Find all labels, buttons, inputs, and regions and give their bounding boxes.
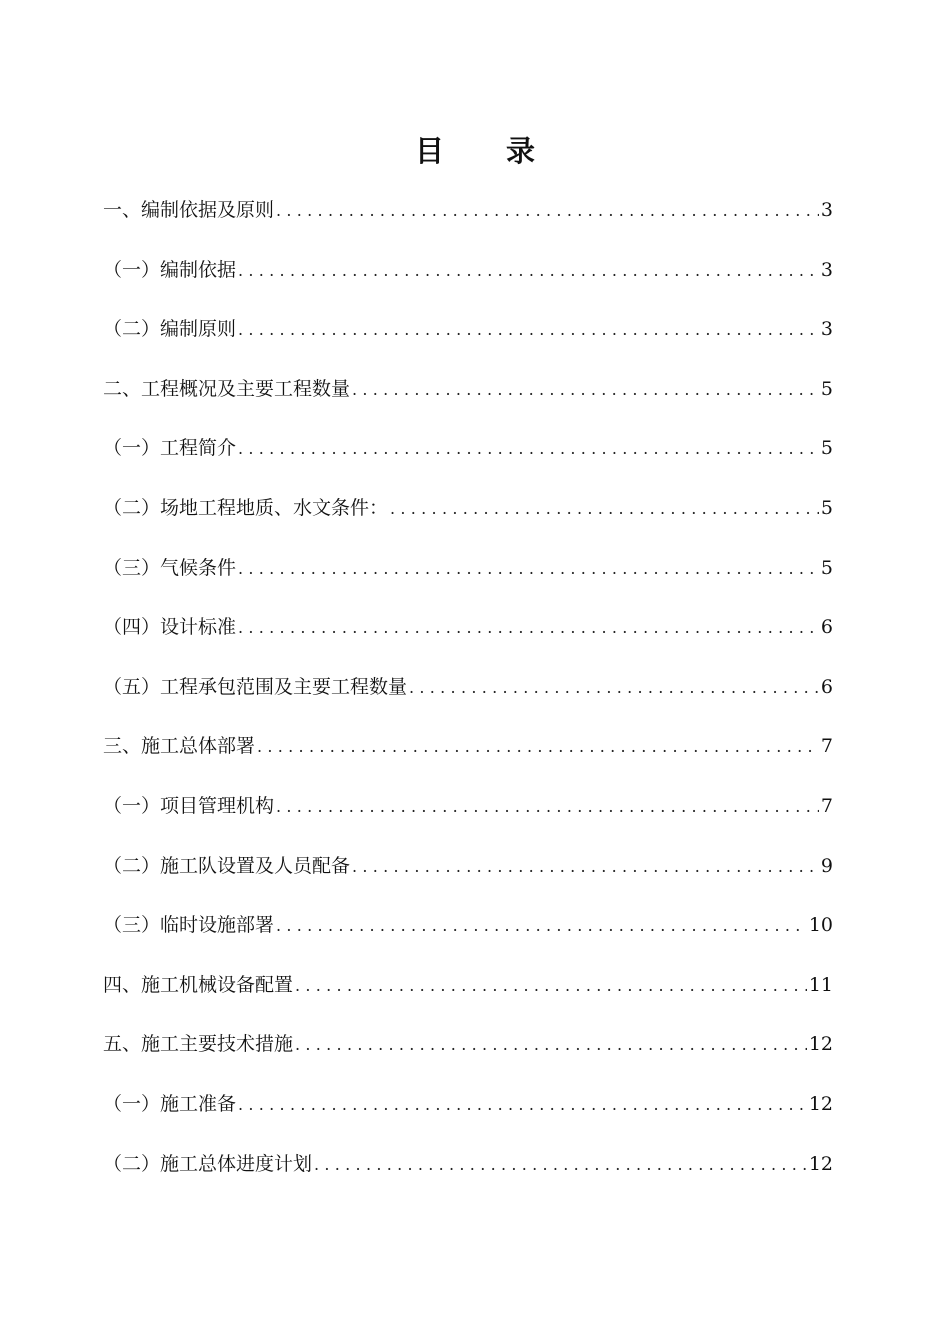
toc-entry-label: （三）气候条件 <box>103 556 237 579</box>
toc-entry-label: （五）工程承包范围及主要工程数量 <box>103 675 408 698</box>
toc-entry[interactable] <box>103 1024 833 1084</box>
toc-entry[interactable] <box>103 488 833 548</box>
toc-dot-leader <box>276 787 819 827</box>
toc-list <box>103 190 833 1203</box>
toc-entry-page: 6 <box>820 616 833 639</box>
toc-entry-page: 12 <box>808 1152 833 1175</box>
toc-entry-label: （一）施工准备 <box>103 1092 237 1115</box>
toc-entry[interactable] <box>103 1144 833 1204</box>
toc-dot-leader <box>238 608 819 648</box>
toc-dot-leader <box>295 1025 807 1065</box>
toc-entry-page: 3 <box>820 258 833 281</box>
toc-entry[interactable] <box>103 846 833 906</box>
toc-entry-page: 5 <box>820 556 833 579</box>
toc-entry-page: 12 <box>808 1092 833 1115</box>
toc-entry[interactable] <box>103 369 833 429</box>
toc-entry[interactable] <box>103 726 833 786</box>
toc-dot-leader <box>257 727 819 767</box>
toc-entry-label: （三）临时设施部署 <box>103 914 275 937</box>
toc-entry-label: （二）场地工程地质、水文条件： <box>103 496 389 519</box>
toc-dot-leader <box>276 906 807 946</box>
toc-entry[interactable] <box>103 965 833 1025</box>
toc-entry[interactable] <box>103 667 833 727</box>
toc-entry-label: （一）编制依据 <box>103 258 237 281</box>
toc-entry-label: （二）施工队设置及人员配备 <box>103 854 351 877</box>
toc-dot-leader <box>314 1145 807 1185</box>
toc-entry-label: 三、施工总体部署 <box>103 735 256 758</box>
toc-title: 目录 <box>414 134 597 168</box>
toc-entry[interactable] <box>103 786 833 846</box>
toc-entry-page: 7 <box>820 794 833 817</box>
toc-entry-page: 5 <box>820 496 833 519</box>
toc-entry-label: （二）编制原则 <box>103 318 237 341</box>
toc-entry[interactable] <box>103 548 833 608</box>
toc-dot-leader <box>295 966 807 1006</box>
toc-entry-label: 二、工程概况及主要工程数量 <box>103 377 351 400</box>
toc-dot-leader <box>409 668 819 708</box>
toc-entry[interactable] <box>103 250 833 310</box>
toc-dot-leader <box>238 549 819 589</box>
toc-entry-label: （一）项目管理机构 <box>103 794 275 817</box>
toc-entry-label: （一）工程简介 <box>103 437 237 460</box>
toc-entry[interactable] <box>103 190 833 250</box>
toc-entry-page: 7 <box>820 735 833 758</box>
toc-dot-leader <box>238 251 819 291</box>
toc-entry[interactable] <box>103 905 833 965</box>
toc-entry-page: 3 <box>820 199 833 221</box>
toc-entry-label: 一、编制依据及原则 <box>103 199 275 221</box>
toc-dot-leader <box>276 191 819 231</box>
toc-entry-page: 5 <box>820 377 833 400</box>
toc-entry-label: （二）施工总体进度计划 <box>103 1152 313 1175</box>
toc-entry-page: 5 <box>820 437 833 460</box>
toc-dot-leader <box>238 1085 807 1125</box>
toc-dot-leader <box>352 370 819 410</box>
toc-dot-leader <box>352 847 819 887</box>
toc-entry[interactable] <box>103 309 833 369</box>
toc-entry[interactable] <box>103 428 833 488</box>
toc-entry[interactable] <box>103 607 833 667</box>
toc-entry-page: 9 <box>820 854 833 877</box>
toc-dot-leader <box>390 489 819 529</box>
toc-entry-page: 12 <box>808 1033 833 1056</box>
toc-dot-leader <box>238 310 819 350</box>
toc-entry-page: 6 <box>820 675 833 698</box>
toc-entry-page: 10 <box>808 914 833 937</box>
toc-entry-label: （四）设计标准 <box>103 616 237 639</box>
toc-entry-label: 四、施工机械设备配置 <box>103 973 294 996</box>
toc-entry[interactable] <box>103 1084 833 1144</box>
toc-entry-label: 五、施工主要技术措施 <box>103 1033 294 1056</box>
toc-dot-leader <box>238 429 819 469</box>
toc-entry-page: 3 <box>820 318 833 341</box>
toc-entry-page: 11 <box>808 973 833 996</box>
